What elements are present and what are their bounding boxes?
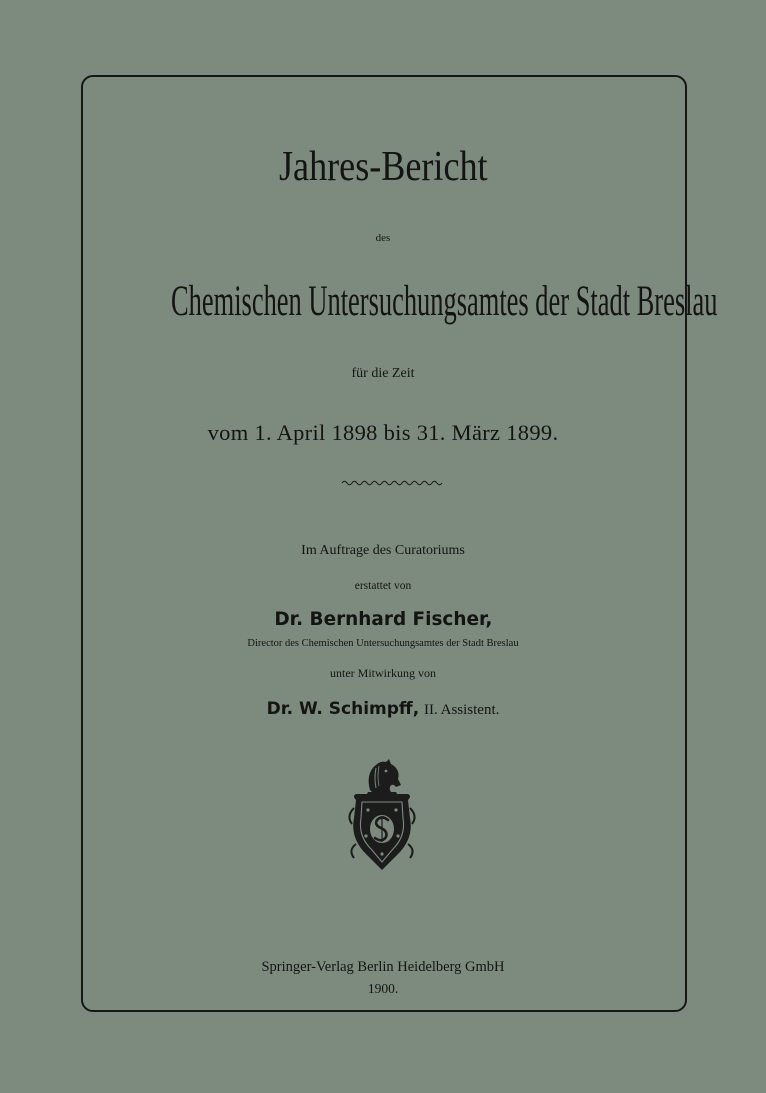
- cover-unter-mitwirkung: unter Mitwirkung von: [330, 666, 436, 680]
- cover-title: [0, 146, 766, 188]
- cover-coauthor: Dr. W. Schimpff,: [266, 699, 420, 719]
- cover-fuer-die-zeit: für die Zeit: [351, 366, 415, 381]
- cover-des: des: [375, 232, 391, 244]
- cover-subtitle: [0, 280, 766, 323]
- cover-author-text: Dr. Bernhard Fischer,: [273, 608, 492, 630]
- cover-title-text: Jahres-Bericht: [278, 144, 488, 190]
- cover-coauthor-line: [0, 701, 766, 718]
- cover-coauthor-role: II. Assistent.: [423, 702, 500, 718]
- springer-knight-logo-icon: [346, 758, 418, 878]
- cover-publisher: Springer-Verlag Berlin Heidelberg GmbH: [261, 959, 505, 975]
- cover-author-role: Director des Chemischen Untersuchungsamtes der Stadt Breslau: [247, 638, 519, 649]
- cover-im-auftrage: Im Auftrage des Curatoriums: [301, 543, 465, 558]
- wavy-rule-ornament-icon: [341, 478, 443, 488]
- cover-erstattet-von: erstattet von: [354, 580, 412, 592]
- cover-author: [0, 610, 766, 629]
- cover-period: vom 1. April 1898 bis 31. März 1899.: [207, 420, 559, 445]
- cover-subtitle-text: Chemischen Untersuchungsamtes der Stadt Breslau: [171, 278, 718, 325]
- cover-year: 1900.: [367, 981, 399, 996]
